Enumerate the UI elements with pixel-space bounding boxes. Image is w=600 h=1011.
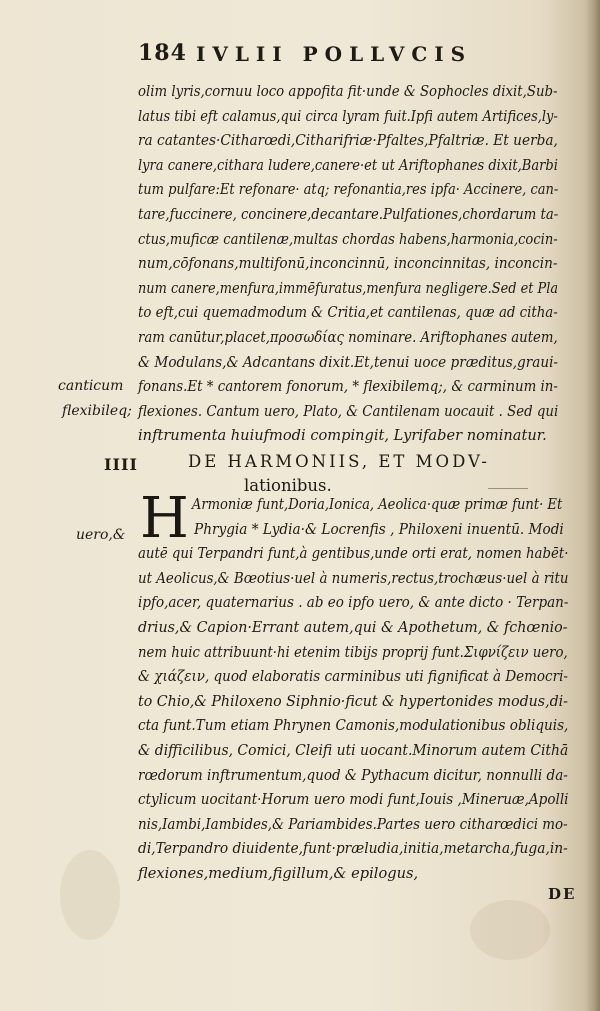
text-line: nem huic attribuunt·hi etenim tibijs proprij funt.Σιφνίζειν uero,: [138, 643, 568, 661]
section-title-continued: lationibus.: [244, 476, 332, 495]
text-line: ctus,muficæ cantilenæ,multas chordas habens,harmonia,cocin-: [138, 230, 558, 248]
text-line: & Modulans,& Adcantans dixit.Et,tenui uoce præditus,graui-: [138, 353, 559, 371]
text-line: olim lyris,cornuu loco appofita fit·unde & Sophocles dixit,Sub-: [138, 83, 558, 100]
title-rule: [488, 488, 528, 489]
page-header: [138, 40, 558, 74]
main-text-block: [138, 80, 558, 449]
text-line: num canere,menfura,immēfuratus,menfura negligere.Sed et Pla: [138, 279, 559, 297]
text-line: drius,& Capion·Errant autem,qui & Apothetum, & fchœnio-: [138, 618, 568, 636]
text-line: rœdorum inftrumentum,quod & Pythacum dicitur, nonnulli da-: [138, 766, 568, 784]
text-line: ra catantes·Citharœdi,Citharifriæ·Pfaltes,Pfaltriæ. Et uerba,: [138, 132, 558, 150]
section-title: DE HARMONIIS, ET MODV-: [188, 452, 490, 471]
section-number: IIII: [104, 455, 138, 474]
text-line: & χιάζειν, quod elaboratis carminibus uti fignificat à Democri-: [138, 668, 568, 686]
running-head: IVLII POLLVCIS: [196, 42, 473, 66]
text-line: tum pulfare:Et refonare· atq; refonantia,res ipfa· Accinere, can-: [138, 181, 559, 199]
text-line: nis,Iambi,Iambides,& Pariambides.Partes uero citharœdici mo-: [138, 815, 568, 833]
margin-note: uero,&: [76, 527, 126, 543]
text-line: cta funt.Tum etiam Phrynen Camonis,modulationibus obliquis,: [138, 717, 569, 735]
text-line: inftrumenta huiufmodi compingit, Lyrifaber nominatur.: [138, 427, 547, 445]
text-line: to Chio,& Philoxeno Siphnio·ficut & hypertonides modus,di-: [138, 692, 568, 710]
drop-cap: H: [140, 486, 189, 551]
text-line: flexiones. Cantum uero, Plato, & Cantilenam uocauit . Sed qui: [138, 402, 559, 420]
text-line: Phrygia * Lydia·& Locrenfis , Philoxeni inuentū. Modi: [194, 520, 564, 538]
text-line: to eft,cui quemadmodum & Critia,et cantilenas, quæ ad citha-: [138, 304, 558, 322]
catchword: DE: [548, 885, 577, 903]
margin-note: flexibileq;: [62, 403, 132, 419]
text-line: ram canūtur,placet,πρoσωδίας nominare. Ariftophanes autem,: [138, 328, 558, 346]
text-line: lyra canere,cithara ludere,canere·et ut Ariftophanes dixit,Barbi: [138, 156, 558, 174]
page-edge-shadow: [586, 0, 600, 1011]
margin-note: canticum: [58, 378, 124, 394]
text-line: latus tibi eft calamus,qui circa lyram fuit.Ipfi autem Artifices,ly-: [138, 107, 558, 125]
text-line: autē qui Terpandri funt,à gentibus,unde orti erat, nomen habēt·: [138, 545, 569, 563]
text-line: flexiones,medium,figillum,& epilogus,: [138, 864, 419, 882]
paper-stain: [470, 900, 550, 960]
text-line: tare,fuccinere, concinere,decantare.Pulfationes,chordarum ta-: [138, 205, 559, 223]
section-text-block: [138, 486, 569, 887]
text-line: ctylicum uocitant·Horum uero modi funt,Iouis ,Mineruæ,Apolli: [138, 791, 569, 809]
paper-stain: [60, 850, 120, 940]
text-line: & difficilibus, Comici, Cleifi uti uocant.Minorum autem Cithā: [138, 741, 569, 759]
text-line: di,Terpandro diuidente,funt·præludia,initia,metarcha,fuga,in-: [138, 840, 568, 858]
text-line: fonans.Et * cantorem fonorum, * flexibilemq;, & carminum in-: [138, 378, 558, 396]
text-line: ipfo,acer, quaternarius . ab eo ipfo uero, & ante dicto · Terpan-: [138, 594, 569, 612]
text-line: Armoniæ funt,Doria,Ionica, Aeolica·quæ primæ funt· Et: [191, 496, 563, 513]
text-line: ut Aeolicus,& Bœotius·uel à numeris,rectus,trochæus·uel à ritu: [138, 569, 569, 587]
page-number: 184: [138, 40, 187, 66]
text-line: num,cōfonans,multifonū,inconcinnū, inconcinnitas, inconcin-: [138, 255, 558, 273]
